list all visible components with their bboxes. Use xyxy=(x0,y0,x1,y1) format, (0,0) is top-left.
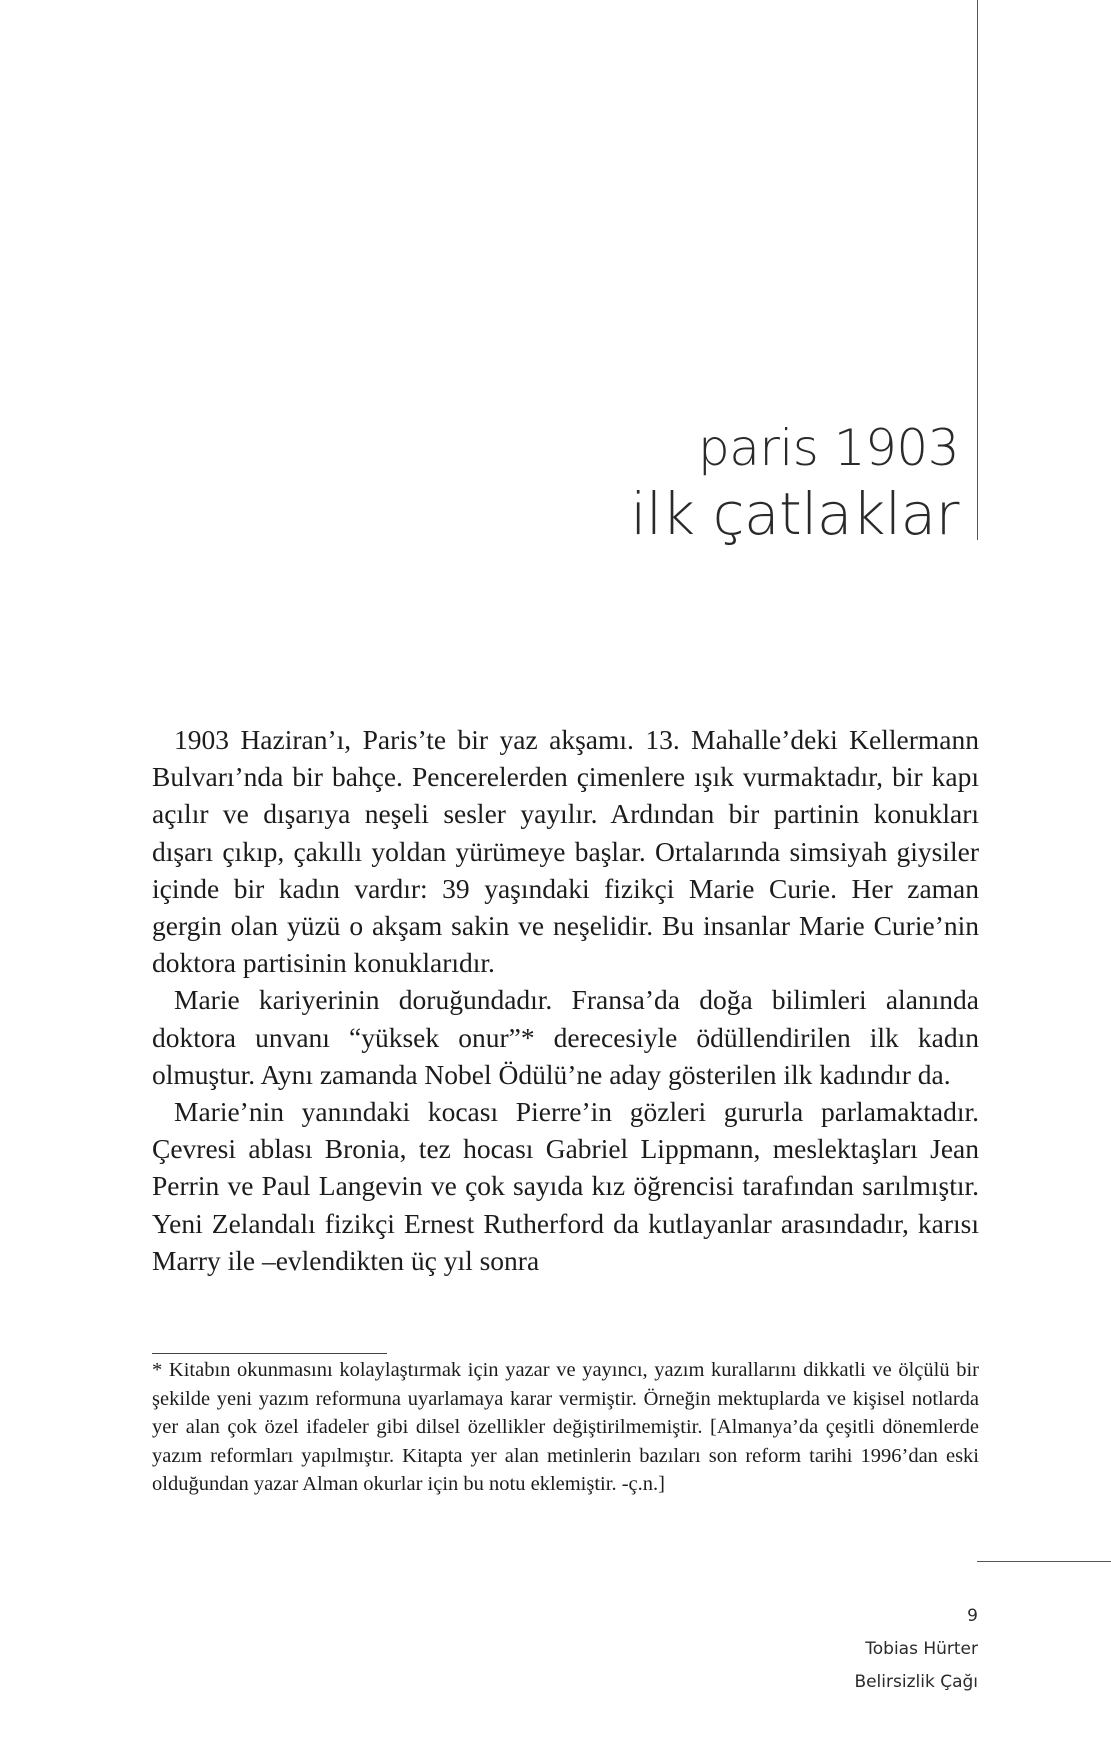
author-name: Tobias Hürter xyxy=(865,1639,978,1659)
chapter-place-year: paris 1903 xyxy=(697,419,959,477)
page-number: 9 xyxy=(967,1606,978,1626)
paragraph: Marie’nin yanındaki kocası Pierre’in gözleri gururla parlamaktadır. Çevresi ablası Bronia, tez hocası Gabriel Lippmann, meslektaşları Jean Perrin ve Paul Langevin ve çok sayıda kız öğrencisi tarafından sarılmıştır. Yeni Zelandalı fizikçi Ernest Rutherford da kutlayanlar arasındadır, karısı Marry ile –evlendikten üç yıl sonra xyxy=(152,1096,979,1276)
footnote: * Kitabın okunmasını kolaylaştırmak için yazar ve yayıncı, yazım kurallarını dikkatli ve ölçülü bir şekilde yeni yazım reformuna uyarlamaya karar vermiştir. Örneğin mektuplarda ve kişisel notlarda yer alan çok özel ifadeler gibi dilsel özellikler değiştirilmemiştir. [Almanya’da çeşitli dönemlerde yazım reformları yapılmıştır. Kitapta yer alan metinlerin bazıları son reform tarihi 1996’dan eski olduğundan yazar Alman okurlar için bu notu eklemiştir. -ç.n.] xyxy=(152,1359,979,1496)
paragraph: 1903 Haziran’ı, Paris’te bir yaz akşamı. 13. Mahalle’deki Kellermann Bulvarı’nda bir bahçe. Pencerelerden çimenlere ışık vurmaktadır, bir kapı açılır ve dışarıya neşeli sesler yayılır. Ardından bir partinin konukları dışarı çıkıp, çakıllı yoldan yürümeye başlar. Ortalarında simsiyah giysiler içinde bir kadın vardır: 39 yaşındaki fizikçi Marie Curie. Her zaman gergin olan yüzü o akşam sakin ve neşelidir. Bu insanlar Marie Curie’nin doktora partisinin konuklarıdır. xyxy=(152,724,979,979)
footnote-separator xyxy=(152,1353,387,1354)
running-foot-rule xyxy=(977,1561,1111,1562)
book-title: Belirsizlik Çağı xyxy=(854,1672,978,1692)
chapter-heading xyxy=(630,418,959,550)
chapter-title: ilk çatlaklar xyxy=(630,480,959,548)
vertical-rule xyxy=(977,0,978,540)
body-text xyxy=(152,721,979,1279)
paragraph: Marie kariyerinin doruğundadır. Fransa’da doğa bilimleri alanında doktora unvanı “yüksek onur”* derecesiyle ödüllendirilen ilk kadın olmuştur. Aynı zamanda Nobel Ödülü’ne aday gösterilen ilk kadındır da. xyxy=(152,984,979,1090)
running-foot xyxy=(854,1600,978,1699)
